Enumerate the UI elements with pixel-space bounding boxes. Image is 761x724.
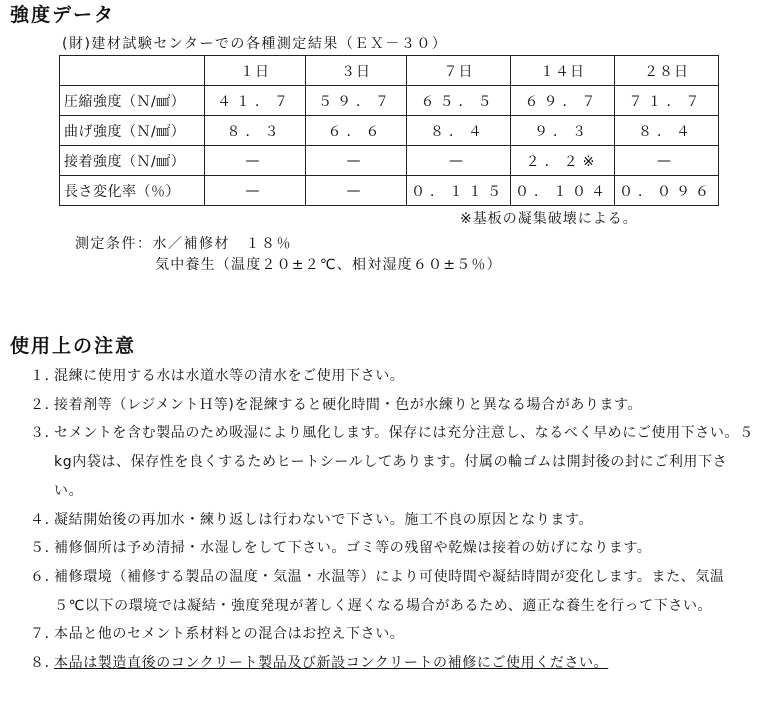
list-item-text: 本品は製造直後のコンクリート製品及び新設コンクリートの補修にご使用ください。 <box>54 655 609 672</box>
list-item-number: １． <box>30 368 60 384</box>
list-item <box>30 362 755 391</box>
column-header: １４日 <box>511 56 615 86</box>
list-item <box>30 534 755 563</box>
table-row <box>60 116 719 146</box>
table-cell: ０．１１５ <box>407 176 511 206</box>
table-cell: ４１．７ <box>205 86 306 116</box>
table-cell: — <box>615 146 719 176</box>
list-item <box>30 620 755 649</box>
list-item <box>30 419 755 505</box>
list-item-text: 補修環境（補修する製品の温度・気温・水温等）により可使時間や凝結時間が変化します。また、気温５℃以下の環境では凝結・強度発現が著しく遅くなる場合があるため、適正な養生を行って下さい。 <box>54 568 725 614</box>
row-label: 曲げ強度（Ｎ/㎟） <box>60 116 205 146</box>
list-item-number: ５． <box>30 540 60 557</box>
table-cell: — <box>306 176 407 206</box>
list-item-number: ３． <box>30 425 60 442</box>
table-header-row <box>60 56 719 86</box>
list-item <box>30 506 755 535</box>
table-cell: ８．３ <box>205 116 306 146</box>
table-cell: ６５．５ <box>407 86 511 116</box>
column-header: ３日 <box>306 56 407 86</box>
row-label: 圧縮強度（Ｎ/㎟） <box>60 86 205 116</box>
table-footnote: ※基板の凝集破壊による。 <box>460 211 638 227</box>
table-row <box>60 86 719 116</box>
list-item-text: 混練に使用する水は水道水等の清水をご使用下さい。 <box>54 368 405 384</box>
usage-notes-list <box>30 362 755 678</box>
list-item-text: 本品と他のセメント系材料との混合はお控え下さい。 <box>54 626 405 643</box>
list-item-number: ２． <box>30 396 60 413</box>
table-cell: — <box>306 146 407 176</box>
list-item <box>30 391 755 420</box>
usage-notes-heading: 使用上の注意 <box>10 335 137 357</box>
column-header: １日 <box>205 56 306 86</box>
strength-data-heading: 強度データ <box>10 4 116 26</box>
table-corner-cell <box>60 56 205 86</box>
list-item-number: ７． <box>30 626 60 643</box>
row-label: 接着強度（Ｎ/㎟） <box>60 146 205 176</box>
curing-conditions: 気中養生（温度２０±２℃、相対湿度６０±５％） <box>155 257 502 273</box>
column-header: ７日 <box>407 56 511 86</box>
list-item <box>30 563 755 620</box>
column-header: ２８日 <box>615 56 719 86</box>
table-cell: ５９．７ <box>306 86 407 116</box>
table-cell: — <box>205 176 306 206</box>
list-item-text: 補修個所は予め清掃・水湿しをして下さい。ゴミ等の残留や乾燥は接着の妨げになります。 <box>54 540 652 557</box>
table-cell: ８．４ <box>615 116 719 146</box>
row-label: 長さ変化率（％） <box>60 176 205 206</box>
table-cell: ０．０９６ <box>615 176 719 206</box>
list-item-number: ４． <box>30 511 60 528</box>
table-cell: ９．３ <box>511 116 615 146</box>
table-row <box>60 146 719 176</box>
list-item-text: 凝結開始後の再加水・練り返しは行わないで下さい。施工不良の原因となります。 <box>54 511 594 528</box>
list-item-number: ８． <box>30 655 60 672</box>
list-item <box>30 649 755 678</box>
table-cell: ６．６ <box>306 116 407 146</box>
table-cell: — <box>205 146 306 176</box>
table-row <box>60 176 719 206</box>
table-cell: ８．４ <box>407 116 511 146</box>
list-item-number: ６． <box>30 568 60 585</box>
list-item-text: 接着剤等（レジメントＨ等)を混練すると硬化時間・色が水練りと異なる場合があります。 <box>54 396 643 413</box>
table-cell: ６９．７ <box>511 86 615 116</box>
table-caption: (財)建材試験センターでの各種測定結果（ＥＸ－３０） <box>62 36 448 52</box>
list-item-text: セメントを含む製品のため吸湿により風化します。保存には充分注意し、なるべく早めにご使用下さい。５kg内袋は、保存性を良くするためヒートシールしてあります。付属の輪ゴムは開封後の封にご利用下さい。 <box>54 425 754 499</box>
measurement-conditions: 測定条件：水／補修材 １８％ <box>75 236 292 252</box>
table-cell: ０．１０４ <box>511 176 615 206</box>
table-cell: — <box>407 146 511 176</box>
strength-table <box>59 55 719 206</box>
table-cell: ７１．７ <box>615 86 719 116</box>
table-cell: ２．２※ <box>511 146 615 176</box>
